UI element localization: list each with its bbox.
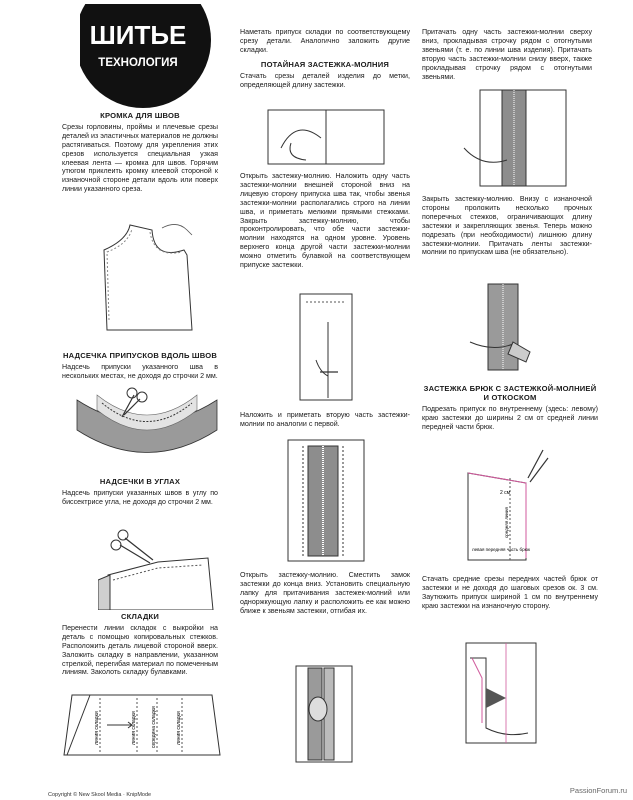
text-pleat-baste: Наметать припуск складки по соответствующему срезу детали. Аналогично заложить другие складки. <box>240 28 410 54</box>
figure-curved-notch <box>72 385 222 465</box>
figure-corner-notch <box>98 520 218 610</box>
text-notch-corners: Надсечь припуски указанных швов в углу по биссектрисе угла, не доходя до строчки 2 мм. <box>62 488 218 506</box>
text-seam-tape: Срезы горловины, проймы и плечевые срезы деталей из эластичных материалов не должны растягиваться. Поэтому для укрепления этих срезов используется специальная узкая клеевая лента — кромка для швов. Горячим утюгом приклеить кромку клеевой стороной к изнаночной стороне детали вдоль или поверх линии указанного среза. <box>62 122 218 194</box>
figure-zip-end <box>468 282 548 372</box>
label-left-front: левая передняя часть брюк <box>472 547 530 552</box>
section-pleats <box>62 610 218 677</box>
figure-pleats <box>62 690 222 760</box>
figure-bodice-tape <box>92 220 202 340</box>
section-col2-bottom <box>240 571 410 616</box>
section-notch-along <box>62 349 218 381</box>
section-trouser-zip <box>422 382 598 432</box>
fold-label-2: линия складки <box>131 711 137 745</box>
section-logo <box>80 4 212 114</box>
section-notch-corners <box>62 475 218 507</box>
section-col2-top <box>240 28 410 89</box>
fold-label-1: линия складки <box>94 711 100 745</box>
figure-trouser-cut <box>448 448 558 568</box>
figure-zip-stitch <box>462 88 572 188</box>
section-seam-tape <box>62 109 218 194</box>
heading-seam-tape: КРОМКА ДЛЯ ШВОВ <box>100 111 180 120</box>
footer-watermark: PassionForum.ru <box>569 786 627 795</box>
figure-trouser-press <box>456 638 556 748</box>
text-pleats: Перенести линии складок с выкройки на деталь с помощью копировальных стежков. Расположить деталь лицевой стороной вверх. Заложить складку в направлении, указанном стрелкой, перегибая материал по помеченным линиям. Заколоть складку булавками. <box>62 623 218 677</box>
text-zip-step2: Открыть застежку-молнию. Наложить одну часть застежки-молнии внешней стороной вниз на лицевую сторону припуска шва так, чтобы звенья застежки-молнии располагались строго на линии шва, и приметать мелкими прямыми стежками. Закрыть застежку-молнию, чтобы проконтролировать, что обе части застежки-молнии находятся на одном уровне. Уровень верхнего конца другой части застежки-молнии можно отметить булавкой на соответствующем припуске застежки. <box>240 172 410 270</box>
text-zip-step6: Закрыть застежку-молнию. Внизу с изнаночной стороны проложить несколько прочных поперечных стежков, ограничивающих длину застежки и закрепляющих звенья. Теперь можно подрезать (при необходимости) лишнюю длину застежки-молнии. Притачать ленты застежки-молнии по припускам шва (не обязательно). <box>422 195 592 257</box>
label-middle-line: средняя линия <box>504 507 509 538</box>
heading-pleats: СКЛАДКИ <box>120 612 160 621</box>
fold-label-4: линия складки <box>176 711 182 745</box>
section-col3-top <box>422 28 592 81</box>
logo-title-line1: ШИТЬЕ <box>89 20 187 50</box>
logo-title-line2: ТЕХНОЛОГИЯ <box>98 57 178 69</box>
text-zip-step5: Притачать одну часть застежки-молнии сверху вниз, прокладывая строчку рядом с отогнутыми звеньями (т. е. по линии шва изделия). Притачать вторую часть застежки-молнии снизу вверх, также прокладывая строчку рядом с отогнутыми звеньями. <box>422 28 592 81</box>
heading-invisible-zip: ПОТАЙНАЯ ЗАСТЕЖКА-МОЛНИЯ <box>260 59 390 69</box>
section-col3-mid <box>422 195 592 257</box>
text-zip-step1: Стачать срезы деталей изделия до метки, определяющей длину застежки. <box>240 71 410 89</box>
footer-copyright: Copyright © New Skool Media · KnipMode <box>48 792 152 798</box>
section-col2-mid <box>240 172 410 270</box>
text-trouser-step1: Подрезать припуск по внутреннему (здесь: левому) краю застежки до ширины 2 см от средней линии передней части брюк. <box>422 404 598 431</box>
section-col2-second <box>240 411 410 429</box>
text-zip-step3: Наложить и приметать вторую часть застежки-молнии по аналогии с первой. <box>240 411 410 428</box>
fold-label-3: середина складки <box>151 706 157 748</box>
figure-zip-seam <box>266 108 386 166</box>
figure-zip-basted <box>286 438 366 563</box>
text-zip-step4: Открыть застежку-молнию. Сместить замок застежки до конца вниз. Установить специальную лапку для притачивания застежек-молний или одноржкующую лапку и расположить ее как можно ближе к звеньям застежки, отгибая их. <box>240 571 410 615</box>
section-trouser-2 <box>422 575 598 611</box>
heading-notch-along: НАДСЕЧКА ПРИПУСКОВ ВДОЛЬ ШВОВ <box>62 351 218 360</box>
text-trouser-step2: Стачать средние срезы передних частей брюк от застежки и не доходя до шаговых срезов ок. 3 см. Заутюжить припуск шириной 1 см по внутреннему краю застежки на изнаночную сторону. <box>422 575 598 610</box>
figure-zip-pin <box>298 292 358 404</box>
text-notch-along: Надсечь припуски указанного шва в нескольких местах, не доходя до строчки 2 мм. <box>62 362 218 380</box>
figure-zip-foot <box>294 664 356 764</box>
heading-trouser-zip: ЗАСТЕЖКА БРЮК С ЗАСТЕЖКОЙ-МОЛНИЕЙ И ОТКОСКОМ <box>423 384 597 402</box>
heading-notch-corners: НАДСЕЧКИ В УГЛАХ <box>99 477 181 486</box>
label-2cm: 2 см <box>500 490 511 496</box>
